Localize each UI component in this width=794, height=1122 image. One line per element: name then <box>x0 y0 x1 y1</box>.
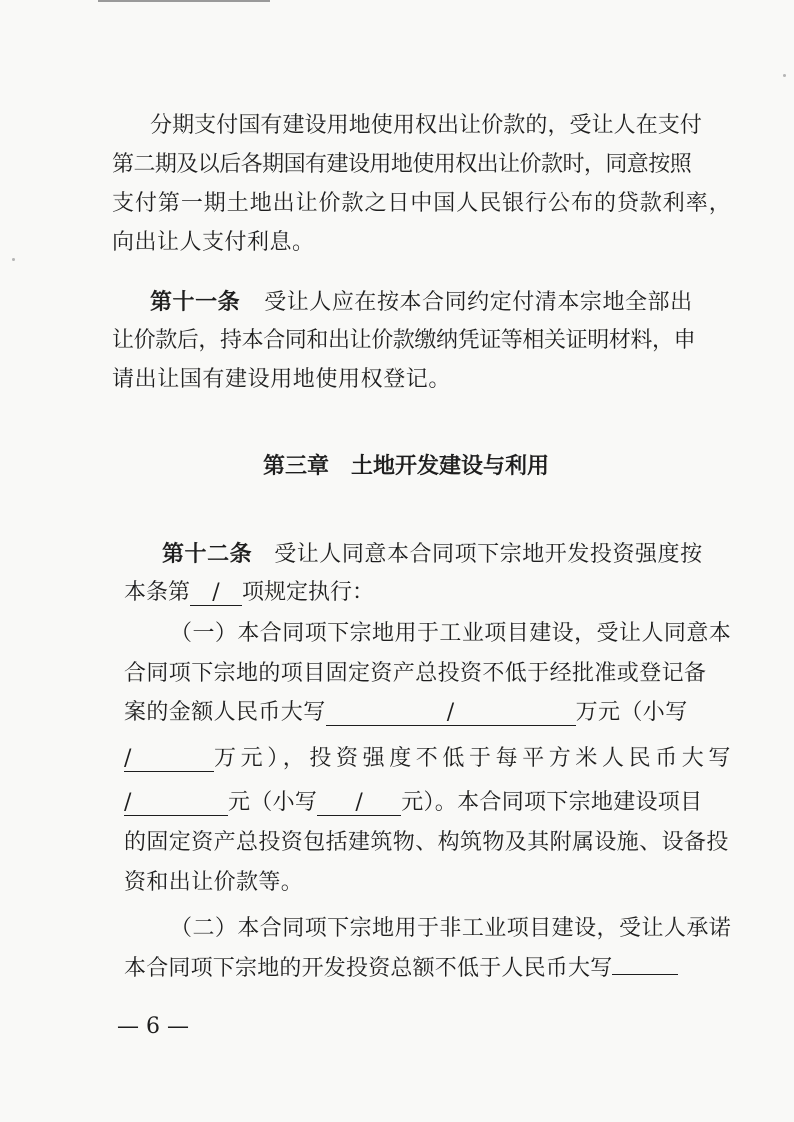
item2-amount-label: 本合同项下宗地的开发投资总额不低于人民币大写 <box>124 956 613 981</box>
article-12-title: 第十二条 <box>162 541 253 567</box>
article-12-text: 受让人同意本合同项下宗地开发投资强度按 <box>274 542 703 567</box>
para1-line4: 向出让人支付利息。 <box>112 230 315 255</box>
article-11-line3: 请出让国有建设用地使用权登记。 <box>112 367 452 392</box>
total-investment-words-blank: / <box>326 701 576 726</box>
article-12-suffix: 项规定执行： <box>242 580 375 605</box>
intensity-figures-blank: / <box>317 791 401 816</box>
article-11-text: 受让人应在按本合同约定付清本宗地全部出 <box>264 290 693 315</box>
item1-line5-tail: 元）。本合同项下宗地建设项目 <box>401 790 703 815</box>
para1-line1: 分期支付国有建设用地使用权出让价款的，受让人在支付 <box>150 113 703 138</box>
item1-amount-label: 案的金额人民币大写 <box>124 700 326 725</box>
total-investment-figures-blank: / <box>124 747 214 772</box>
scan-speck <box>12 258 15 261</box>
item2-line1: （二）本合同项下宗地用于非工业项目建设，受让人承诺 <box>170 916 732 941</box>
para1-line2: 第二期及以后各期国有建设用地使用权出让价款时，同意按照 <box>112 152 692 177</box>
scan-edge-line <box>98 0 270 2</box>
item1-line4 <box>124 744 735 774</box>
article-11-line1 <box>150 287 693 318</box>
clause-number-blank: / <box>190 581 242 606</box>
article-12-line1 <box>162 539 703 570</box>
para1-line3: 支付第一期土地出让价款之日中国人民银行公布的贷款利率， <box>112 191 732 216</box>
item1-line5 <box>124 788 702 818</box>
item1-line6: 的固定资产总投资包括建筑物、构筑物及其附属设施、设备投 <box>124 830 729 855</box>
item1-line3 <box>124 698 688 728</box>
article-11-line2: 让价款后，持本合同和出让价款缴纳凭证等相关证明材料，申 <box>112 328 696 353</box>
item1-intensity-text: 万元），投资强度不低于每平方米人民币大写 <box>214 746 736 771</box>
scan-speck <box>783 74 786 77</box>
article-12-prefix: 本条第 <box>124 580 191 605</box>
non-industrial-investment-blank <box>612 974 678 975</box>
article-11-title: 第十一条 <box>150 289 241 315</box>
intensity-words-blank: / <box>124 791 228 816</box>
item2-line2 <box>124 954 678 984</box>
chapter-heading <box>263 452 549 482</box>
page-number: — 6 — <box>117 1014 189 1039</box>
item1-line7: 资和出让价款等。 <box>124 870 304 895</box>
item1-amount-unit: 万元（小写 <box>575 700 688 725</box>
item1-intensity-unit: 元（小写 <box>228 790 318 815</box>
chapter-title: 土地开发建设与利用 <box>351 454 550 479</box>
item1-line1: （一）本合同项下宗地用于工业项目建设，受让人同意本 <box>170 621 732 646</box>
item1-line2: 合同项下宗地的项目固定资产总投资不低于经批准或登记备 <box>124 661 707 686</box>
chapter-label: 第三章 <box>263 454 330 479</box>
article-12-line2 <box>124 578 374 608</box>
